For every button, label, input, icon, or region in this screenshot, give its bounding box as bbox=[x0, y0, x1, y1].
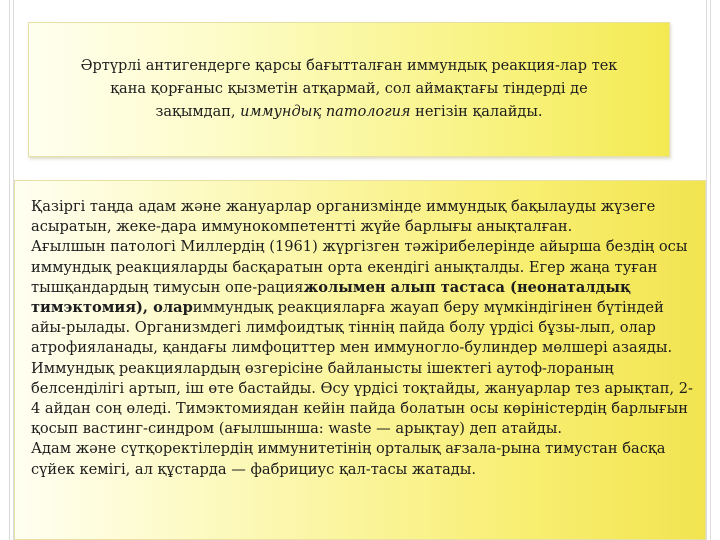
paragraph-1: Қазіргі таңда адам және жануарлар организмінде иммундық бақылауды жүзеге асыратын, жеке-дара иммунокомпетентті жүйе барлығы анықталған. bbox=[31, 198, 656, 236]
paragraph-2-bold: жолымен алып тастаса (неонаталдық тимэктомия), олар bbox=[31, 278, 631, 317]
main-text bbox=[31, 197, 697, 480]
main-text-box bbox=[14, 180, 706, 540]
definition-italic-term: иммундық патология bbox=[240, 104, 411, 120]
paragraph-2-start: Ағылшын патологі Миллердің (1961) жүргізген тәжірибелерінде айырша бездің осы иммундық реакцияларды басқаратын орта екендігі анықталды. Егер жаңа туған тышқандардың тимусын опе-рация bbox=[31, 238, 688, 296]
definition-line-3-start: зақымдап, bbox=[155, 104, 241, 120]
definition-box bbox=[28, 22, 670, 157]
paragraph-2 bbox=[31, 237, 697, 358]
definition-line-2: қана қорғаныс қызметін атқармай, сол аймақтағы тіндерді де bbox=[110, 81, 588, 97]
frame-line-right-inner bbox=[706, 0, 707, 540]
paragraph-4: Адам және сүтқоректілердің иммунитетінің орталық ағзала-рына тимустан басқа сүйек кемігі, ал құстарда — фабрициус қал-тасы жатады. bbox=[31, 440, 666, 478]
paragraph-3: Иммундық реакциялардың өзгерісіне байланысты ішектегі аутоф-лораның белсенділігі артып, іш өте бастайды. Өсу үрдісі тоқтайды, жануарлар тез арықтап, 2-4 айдан соң өледі. Тимэктомиядан кейін пайда болатын осы көріністердің барлығын қосып вастинг-синдром (ағылшынша: waste — арықтау) деп атайды. bbox=[31, 359, 693, 438]
paragraph-2-end: иммундық реакцияларға жауап беру мүмкіндігінен бүтіндей айы-рылады. Организмдегі лимфоидтық тіннің пайда болу үрдісі бұзы-лып, олар атрофияланады, қандағы лимфоциттер мен иммуногло-булиндер мөлшері азаяды. bbox=[31, 299, 673, 357]
frame-line-left bbox=[9, 0, 10, 540]
definition-line-1: Әртүрлі антигендерге қарсы бағытталған иммундық реакция-лар тек bbox=[80, 58, 618, 74]
frame-line-right bbox=[710, 0, 711, 540]
definition-text bbox=[81, 55, 618, 124]
definition-line-3-end: негізін қалайды. bbox=[410, 104, 543, 120]
